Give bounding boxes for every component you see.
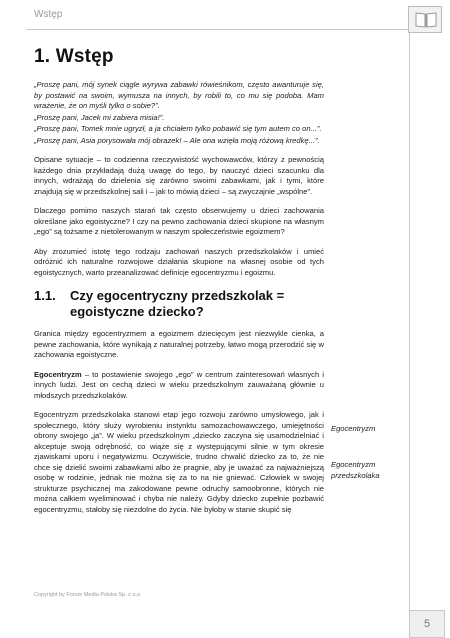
copyright-footer: Copyright by Forum Media Polska Sp. z o.o. (34, 592, 142, 598)
section-heading (34, 288, 324, 320)
page-number: 5 (423, 618, 431, 630)
intro-paragraph-1: Opisane sytuacje – to codzienna rzeczywistość wychowawców, którzy z pewnością każdego dnia przykładają dużą uwagę do tego, by nauczyć dzieci szacunku dla innych, wdrażają do dzielenia się zarówno swoimi zabawkami, jak i tymi, które znajdują się w przedszkolnej sali i – jak to mówią dzieci – są zwyczajnie „wspólne”. (34, 155, 324, 196)
running-header-title: Wstęp (34, 9, 63, 20)
page-header (0, 0, 450, 34)
section-number: 1.1. (34, 288, 56, 303)
side-rule (409, 33, 410, 631)
book-icon-box (408, 6, 442, 33)
margin-note-1: Egocentryzm (331, 424, 376, 433)
section-paragraph-1: Granica między egocentryzmem a egoizmem dziecięcym jest niezwykle cienka, a pewne zachowania, które wynikają z naturalnej potrzeby, łatwo mogą przerodzić się w zachowania egoistyczne. (34, 329, 324, 359)
section-title-line-2: egoistyczne dziecko? (70, 304, 204, 319)
quote-3: „Proszę pani, Tomek mnie ugryzł, a ja chciałem tylko pobawić się tym autem co on...”. (34, 124, 322, 133)
margin-note-2: Egocentryzm przedszkolaka (331, 460, 380, 480)
quote-4: „Proszę pani, Asia porysowała mój obrazek! – Ale ona wzięła moją różową kredkę...”. (34, 135, 320, 145)
section-paragraph-3: Egocentryzm przedszkolaka stanowi etap jego rozwoju zarówno umysłowego, jak i społecznego, który służy wyrobieniu instynktu samozachowawczego, umiejętności obrony swojego „ja”. W wieku przedszkolnym „dziecko zaczyna się usamodzielniać i akceptuje swoją odrębność, co wiąże się z występującymi silnie w tym okresie zjawiskami uporu i negatywizmu. Oczywiście, trudno chwalić dziecko za to, że nie chce się dzielić swoimi zabawkami albo że pragnie, aby je uważać za najważniejszą osobę w rodzinie, jednak nie można się za to na nie gniewać. Człowiek w swojej strukturze psychicznej ma zakodowane pewne odruchy samoobronne, których nie można całkiem wyeliminować i chyba nie należy. Gdyby dziecko zupełnie pozbawić egocentryzmu, stałoby się niezdolne do życia. Nie byłoby w stanie skupić się (34, 410, 324, 514)
section-title-line-1: Czy egocentryczny przedszkolak = (70, 288, 285, 303)
main-content (34, 46, 324, 524)
page-number-box (409, 610, 445, 638)
book-icon (415, 11, 437, 28)
section-paragraph-2-text: – to postawienie swojego „ego” w centrum zainteresowań własnych i innych ludzi. Jest on cechą dzieci w wieku przedszkolnym zauważaną głównie u młodszych przedszkolaków. (34, 369, 324, 400)
intro-paragraph-3: Aby zrozumieć istotę tego rodzaju zachowań naszych przedszkolaków i umieć odróżnić ich naturalne rozwojowe działania skupione na własnej osobie od tych egoistycznych, warto przeanalizować definicje egocentryzmu i egoizmu. (34, 246, 324, 277)
header-rule (26, 29, 410, 30)
quote-1: „Proszę pani, mój synek ciągle wyrywa zabawki rówieśnikom, często awanturuje się, by postawić na swoim, wymusza na innych, by robili to, co mu się podoba. Mam wrażenie, że on myśli tylko o sobie?”. (34, 80, 324, 110)
intro-paragraph-2: Dlaczego pomimo naszych starań tak często obserwujemy u dzieci zachowania określane jako egoistyczne? I czy na pewno zachowania dzieci skupione na własnym „ego” są tożsame z nietolerowanym w naszym społeczeństwie egoizmem? (34, 206, 324, 236)
chapter-title: 1. Wstęp (34, 46, 114, 67)
term-egocentryzm: Egocentryzm (34, 369, 82, 379)
quote-block (34, 80, 324, 146)
quote-2: „Proszę pani, Jacek mi zabiera misia!”. (34, 112, 165, 122)
section-paragraph-2 (34, 370, 324, 402)
